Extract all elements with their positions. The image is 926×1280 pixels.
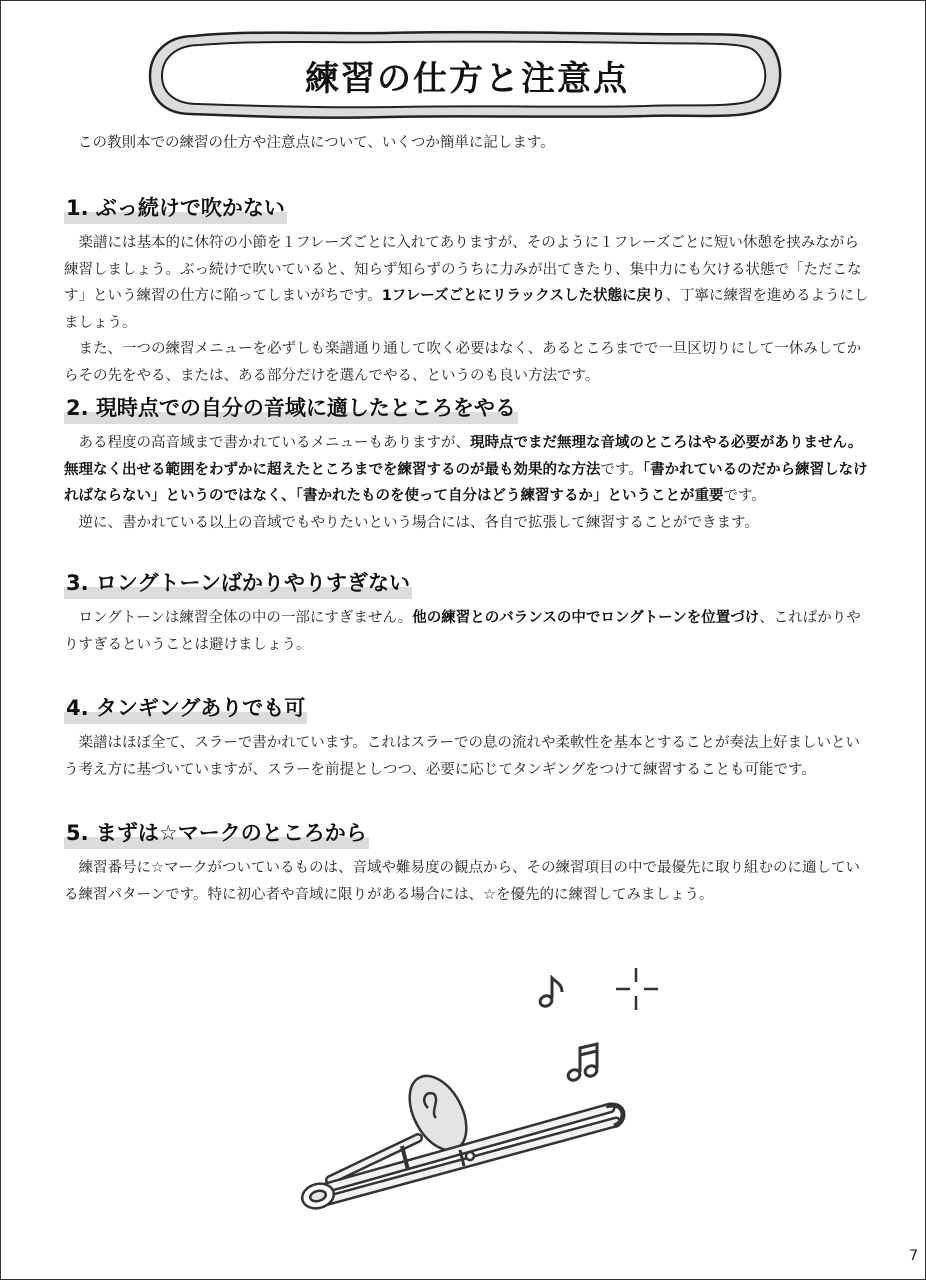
section-heading: 4. タンギングありでも可 [64,692,307,724]
section-4 [64,692,872,783]
title-banner [146,30,788,120]
section-heading: 1. ぶっ続けで吹かない [64,192,287,224]
intro-text: この教則本での練習の仕方や注意点について、いくつか簡単に記します。 [78,135,555,151]
section-heading: 3. ロングトーンばかりやりすぎない [64,567,412,599]
section-body [64,605,872,658]
text-run: ある程度の高音域まで書かれているメニューもありますが、 [78,435,470,451]
section-5 [64,817,872,908]
paragraph: 逆に、書かれている以上の音域でもやりたいという場合には、各自で拡張して練習することができます。 [78,514,759,531]
emphasis-text: 他の練習とのバランスの中でロングトーンを位置づけ [412,610,760,626]
emphasis-text: 「書かれているのだから練習しなければならない」というのではなく、「書かれたものを使って自分はどう練習するか」ということが重要 [64,461,868,504]
section-body [64,855,872,908]
section-3 [64,567,872,658]
section-1 [64,192,872,389]
paragraph: 楽譜はほぼ全て、スラーで書かれています。これはスラーでの息の流れや柔軟性を基本とすることが奏法上好ましいという考え方に基づいていますが、スラーを前提としつつ、必要に応じてタンギングをつけて練習することも可能です。 [64,735,861,778]
emphasis-text: 現時点でまだ無理な音域のところはやる必要がありません。無理なく出せる範囲をわずかに超えたところまでを練習するのが最も効果的な方法 [64,435,863,478]
page-number: 7 [909,1248,918,1264]
section-body [64,430,872,536]
paragraph: 練習番号に☆マークがついているものは、音域や難易度の観点から、その練習項目の中で最優先に取り組むのに適している練習パターンです。特に初心者や音域に限りがある場合には、☆を優先的に練習してみましょう。 [64,860,860,903]
beamed-notes-icon [566,1044,598,1082]
text-run: 楽譜には基本的に休符の小節を１フレーズごとに入れてありますが、そのように１フレーズごとに短い休憩を挟みながら練習しましょう。ぶっ続けで吹いていると、知らず知らずのうちに力みが出てきたり、集中力にも欠ける状態で「ただこなす」という練習の仕方に陥ってしまいがちです。 [64,235,862,304]
sparkle-icon [616,968,658,1010]
paragraph [64,230,872,336]
emphasis-text: 1フレーズごとにリラックスした状態に戻り [381,288,666,304]
paragraph: また、一つの練習メニューを必ずしも楽譜通り通して吹く必要はなく、あるところまでで一旦区切りにして一休みしてからその先をやる、または、ある部分だけを選んでやる、というのも良い方法です。 [64,341,862,384]
text-run: 、こればかりやりすぎるということは避けましょう。 [64,610,861,653]
page-title: 練習の仕方と注意点 [305,58,629,99]
text-run: です。 [723,488,766,504]
paragraph [64,605,872,658]
text-run: ロングトーンは練習全体の中の一部にすぎません。 [78,610,413,626]
section-body [64,230,872,389]
eighth-note-icon [538,978,562,1008]
text-run: です。 [600,461,643,478]
text-run: 、丁寧に練習を進めるようにしましょう。 [64,288,869,331]
section-body [64,730,872,783]
trombone-illustration [290,960,670,1220]
paragraph [64,430,872,510]
section-2 [64,392,872,536]
section-heading: 5. まずは☆マークのところから [64,817,369,849]
trombone-icon [299,1066,623,1211]
section-heading: 2. 現時点での自分の音域に適したところをやる [64,392,518,424]
